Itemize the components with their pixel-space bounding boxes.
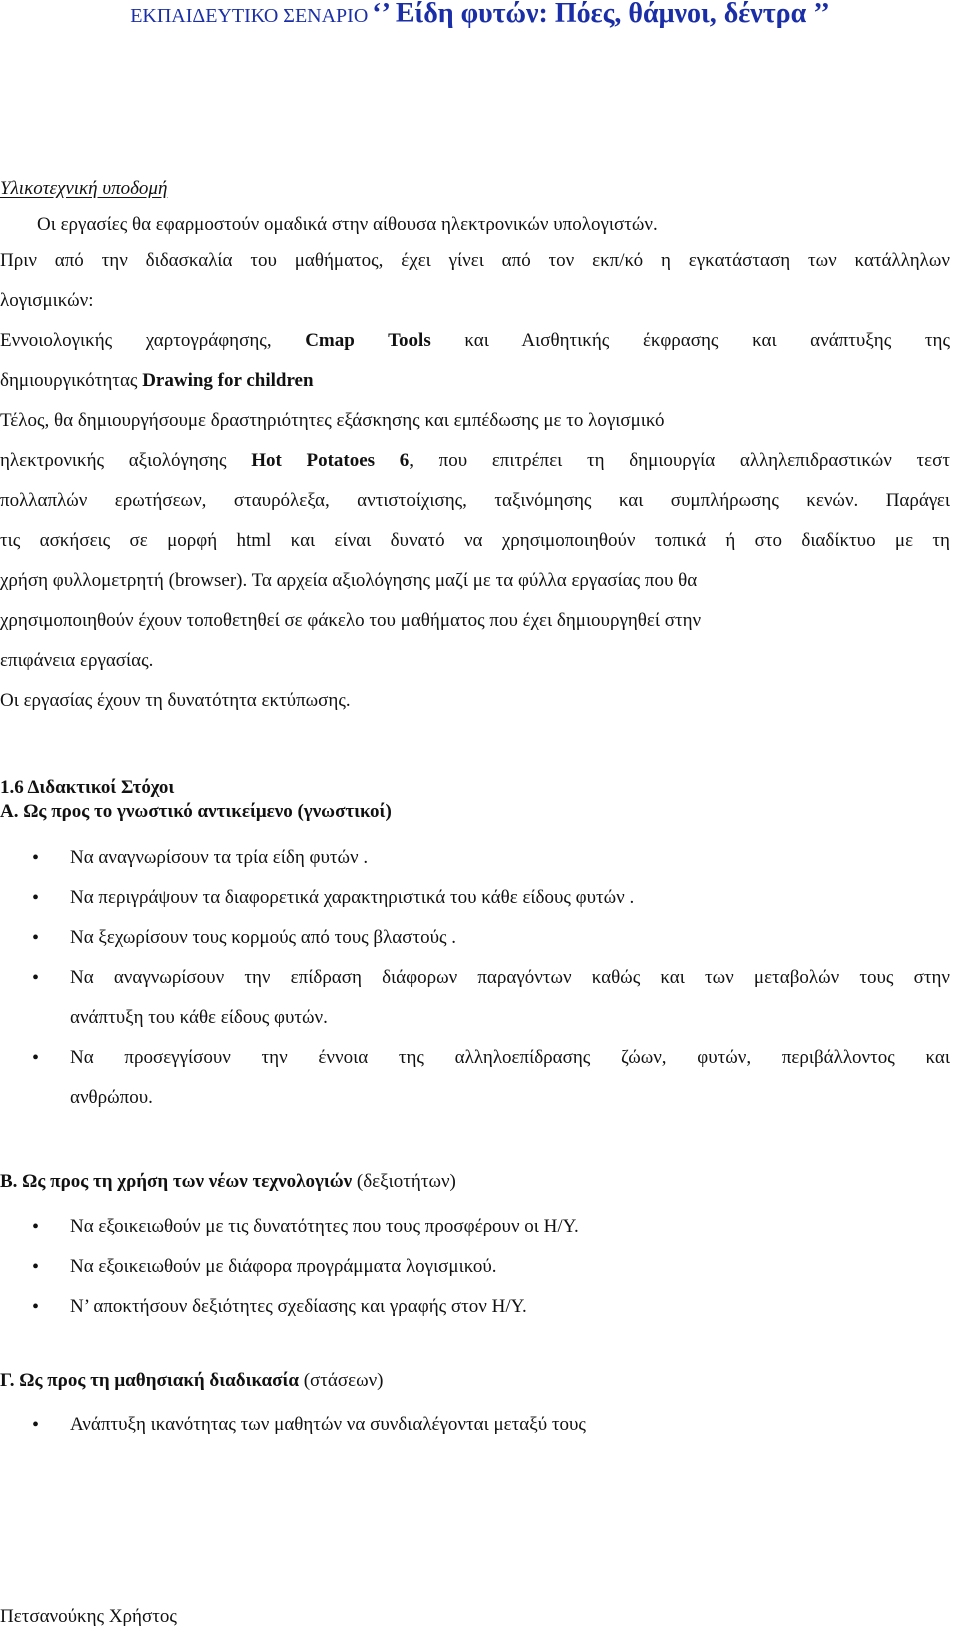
infra-line: λογισμικών:	[0, 290, 94, 311]
objectives-a-list	[0, 838, 950, 1118]
list-item-text: • Να αναγνωρίσουν τα τρία είδη φυτών .	[70, 847, 369, 868]
list-item-text: • Να αναγνωρίσουν την επίδραση διάφορων παραγόντων καθώς και των μεταβολών τους στην	[70, 967, 950, 988]
list-item	[0, 878, 950, 918]
infra-line: τις ασκήσεις σε μορφή html και είναι δυνατό να χρησιμοποιηθούν τοπικά ή στο διαδίκτυο με τη	[0, 530, 950, 551]
list-item	[0, 1287, 950, 1327]
list-item-text: • Να εξοικειωθούν με τις δυνατότητες που τους προσφέρουν οι Η/Υ.	[70, 1216, 579, 1237]
list-item-text: • Να εξοικειωθούν με διάφορα προγράμματα λογισμικού.	[70, 1256, 497, 1277]
list-item	[0, 1207, 950, 1247]
infra-text: δημιουργικότητας	[0, 370, 143, 391]
page-header	[0, 0, 960, 38]
author-name: Πετσανούκης Χρήστος	[0, 1606, 177, 1627]
objectives-c-heading	[0, 1370, 384, 1392]
infra-line: χρήση φυλλομετρητή (browser). Τα αρχεία αξιολόγησης μαζί με τα φύλλα εργασίας που θα	[0, 570, 698, 591]
header-title: ‘’ Είδη φυτών: Πόες, θάμνοι, δέντρα ’’	[372, 0, 830, 29]
list-item-text: ανθρώπου.	[70, 1087, 153, 1108]
heading-rest: (δεξιοτήτων)	[352, 1171, 456, 1192]
list-item-text: • Ν’ αποκτήσουν δεξιότητες σχεδίασης και γραφής στον Η/Υ.	[70, 1296, 527, 1317]
infra-line: Οι εργασίας έχουν τη δυνατότητα εκτύπωσης.	[0, 690, 351, 711]
infra-line	[0, 361, 950, 401]
objectives-b-list	[0, 1207, 950, 1327]
infra-text: ηλεκτρονικής αξιολόγησης	[0, 450, 252, 471]
infra-text: , που επιτρέπει τη δημιουργία αλληλεπιδραστικών τεστ	[409, 450, 950, 471]
heading-bold: Γ. Ως προς τη μαθησιακή διαδικασία	[0, 1370, 299, 1391]
infra-line	[0, 321, 950, 361]
list-item-text: ανάπτυξη του κάθε είδους φυτών.	[70, 1007, 328, 1028]
list-item	[0, 918, 950, 958]
heading-bold: Β. Ως προς τη χρήση των νέων τεχνολογιών	[0, 1171, 353, 1192]
heading-rest: (στάσεων)	[298, 1370, 384, 1391]
software-drawing-for-children: Drawing for children	[142, 370, 314, 391]
infra-line	[0, 441, 950, 481]
list-item-text: • Ανάπτυξη ικανότητας των μαθητών να συνδιαλέγονται μεταξύ τους	[70, 1414, 586, 1435]
infra-line: χρησιμοποιηθούν έχουν τοποθετηθεί σε φάκελο του μαθήματος που έχει δημιουργηθεί στην	[0, 610, 702, 631]
header-prefix: ΕΚΠΑΙΔΕΥΤΙΚΟ ΣΕΝΑΡΙΟ	[130, 5, 369, 27]
infra-text: Εννοιολογικής χαρτογράφησης,	[0, 330, 306, 351]
infra-line: Οι εργασίες θα εφαρμοστούν ομαδικά στην αίθουσα ηλεκτρονικών υπολογιστών.	[37, 214, 658, 235]
objectives-c-list	[0, 1405, 950, 1445]
list-item-text: • Να προσεγγίσουν την έννοια της αλληλοεπίδρασης ζώων, φυτών, περιβάλλοντος και	[70, 1047, 950, 1068]
list-item	[0, 838, 950, 878]
list-item	[0, 958, 950, 1038]
infra-line: Πριν από την διδασκαλία του μαθήματος, έχει γίνει από τον εκπ/κό η εγκατάσταση των κατάλληλων	[0, 250, 950, 271]
objectives-a-heading: Α. Ως προς το γνωστικό αντικείμενο (γνωστικοί)	[0, 801, 392, 822]
infra-line: επιφάνεια εργασίας.	[0, 650, 154, 671]
infra-text: και Αισθητικής έκφρασης και ανάπτυξης της	[430, 330, 950, 351]
list-item	[0, 1247, 950, 1287]
list-item	[0, 1405, 950, 1445]
objectives-heading: 1.6 Διδακτικοί Στόχοι	[0, 777, 175, 798]
infrastructure-title: Υλικοτεχνική υποδομή	[0, 178, 168, 199]
software-hot-potatoes: Hot Potatoes 6	[251, 450, 410, 471]
infrastructure-body	[0, 208, 950, 721]
software-cmap-tools: Cmap Tools	[305, 330, 431, 351]
list-item-text: • Να ξεχωρίσουν τους κορμούς από τους βλαστούς .	[70, 927, 457, 948]
infra-line: πολλαπλών ερωτήσεων, σταυρόλεξα, αντιστοίχισης, ταξινόμησης και συμπλήρωσης κενών. Παράγει	[0, 490, 950, 511]
infra-line: Τέλος, θα δημιουργήσουμε δραστηριότητες εξάσκησης και εμπέδωσης με το λογισμικό	[0, 410, 665, 431]
objectives-b-heading	[0, 1171, 456, 1193]
list-item-text: • Να περιγράψουν τα διαφορετικά χαρακτηριστικά του κάθε είδους φυτών .	[70, 887, 635, 908]
list-item	[0, 1038, 950, 1118]
